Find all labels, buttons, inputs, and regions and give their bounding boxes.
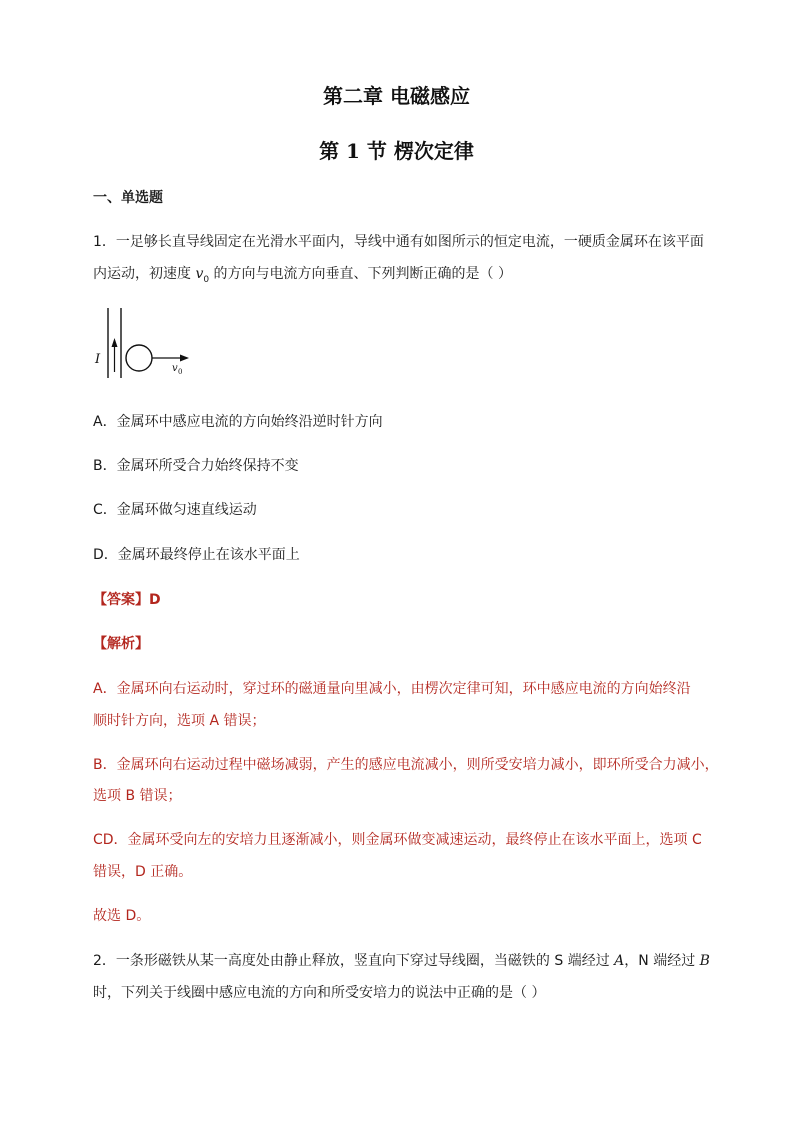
q1-option-d: D．金属环最终停止在该水平面上 [93, 547, 300, 563]
q1-option-a: A．金属环中感应电流的方向始终沿逆时针方向 [93, 414, 383, 430]
section-title: 第 1 节 楞次定律 [319, 139, 474, 163]
q2-stem-line-2: 时，下列关于线圈中感应电流的方向和所受安培力的说法中正确的是（ ） [93, 985, 546, 1001]
q1-option-c: C．金属环做匀速直线运动 [93, 502, 257, 518]
wire-ring-diagram [92, 304, 202, 384]
q1-answer: 【答案】D [93, 592, 161, 608]
part-heading: 一、单选题 [93, 190, 163, 206]
q1-conclusion: 故选 D。 [93, 908, 151, 924]
q1-stem-line-2 [93, 264, 512, 290]
point-a-label: A [614, 953, 625, 969]
velocity-label-sub: 0 [178, 368, 183, 376]
q2-stem-line-1 [93, 951, 710, 971]
q1-analysis-line-3: B．金属环向右运动过程中磁场减弱，产生的感应电流减小，则所受安培力减小，即环所受合力减小， [93, 757, 719, 773]
velocity-arrow-head-icon [180, 355, 189, 362]
q1-analysis-line-5: CD．金属环受向左的安培力且逐渐减小，则金属环做变减速运动，最终停止在该水平面上，选项 C [93, 832, 702, 848]
q1-stem-line-1: 1．一足够长直导线固定在光滑水平面内，导线中通有如图所示的恒定电流，一硬质金属环在该平面 [93, 234, 704, 250]
velocity-subscript: 0 [203, 274, 210, 285]
q1-analysis-line-4: 选项 B 错误； [93, 788, 182, 804]
current-label: I [95, 352, 101, 367]
chapter-title: 第二章 电磁感应 [323, 84, 470, 108]
velocity-symbol: v [195, 266, 204, 282]
metal-ring [126, 345, 152, 371]
q1-option-b: B．金属环所受合力始终保持不变 [93, 458, 299, 474]
q1-analysis-line-2: 顺时针方向，选项 A 错误； [93, 713, 266, 729]
q2-stem-text-pre: 2．一条形磁铁从某一高度处由静止释放，竖直向下穿过导线圈，当磁铁的 S 端经过 [93, 953, 615, 969]
q1-analysis-heading: 【解析】 [93, 636, 149, 652]
q1-analysis-line-1: A．金属环向右运动时，穿过环的磁通量向里减小，由楞次定律可知，环中感应电流的方向始终沿 [93, 681, 691, 697]
q1-stem-text-post: 的方向与电流方向垂直、下列判断正确的是（ ） [209, 266, 513, 282]
q1-stem-text-pre: 内运动，初速度 [93, 266, 196, 282]
current-arrow-head-icon [112, 338, 118, 347]
velocity-label: v [172, 363, 178, 374]
point-b-label: B [699, 953, 710, 969]
q2-stem-text-mid: ，N 端经过 [624, 953, 700, 969]
q1-analysis-line-6: 错误，D 正确。 [93, 864, 193, 880]
